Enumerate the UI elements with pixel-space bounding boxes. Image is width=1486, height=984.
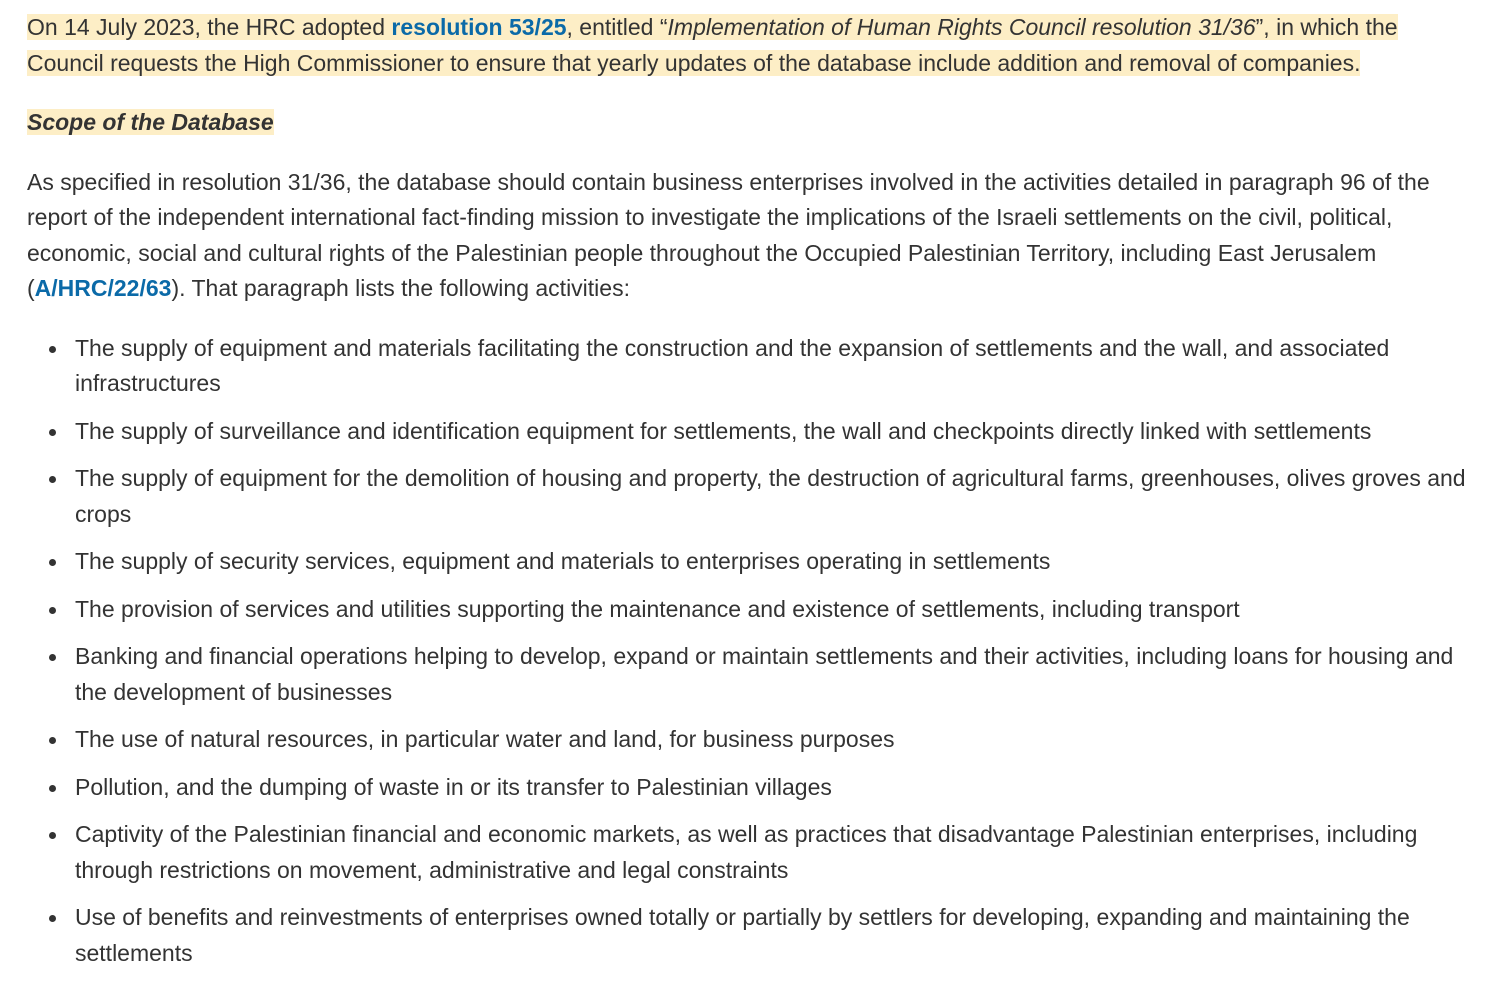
intro-mid: , entitled “ (566, 14, 668, 40)
activity-item (75, 331, 1475, 402)
activity-item (75, 770, 1475, 806)
bullet-icon (49, 737, 56, 744)
activity-text: Banking and financial operations helping to develop, expand or maintain settlements and their activities, including loans for housing and the development of businesses (75, 643, 1454, 705)
bullet-icon (49, 429, 56, 436)
intro-resolution-title: Implementation of Human Rights Council resolution 31/36 (667, 14, 1256, 40)
activity-item (75, 414, 1475, 450)
activity-text: The supply of equipment and materials facilitating the construction and the expansion of settlements and the wall, and associated infrastructures (75, 334, 1390, 396)
activity-text: The supply of surveillance and identification equipment for settlements, the wall and checkpoints directly linked with settlements (75, 417, 1372, 444)
activity-text: Use of benefits and reinvestments of enterprises owned totally or partially by settlers for developing, expanding and maintaining the settlements (75, 904, 1410, 966)
spec-paragraph (27, 165, 1475, 307)
activity-text: Captivity of the Palestinian financial and economic markets, as well as practices that disadvantage Palestinian enterprises, including through restrictions on movement, administrative and legal constraints (75, 821, 1418, 883)
spec-prefix: As specified in resolution 31/36, the database should contain business enterprises involved in the activities detailed in paragraph 96 of the report of the independent international fact-finding mission to investigate the implications of the Israeli settlements on the civil, political, economic, social and cultural rights of the Palestinian people throughout the Occupied Palestinian Territory, including East Jerusalem ( (27, 168, 1430, 301)
activity-item (75, 639, 1475, 710)
activity-text: The provision of services and utilities supporting the maintenance and existence of settlements, including transport (75, 595, 1240, 622)
bullet-icon (49, 559, 56, 566)
activity-text: The use of natural resources, in particular water and land, for business purposes (75, 726, 895, 752)
activity-text: The supply of security services, equipment and materials to enterprises operating in settlements (75, 548, 1051, 574)
bullet-icon (49, 476, 56, 483)
bullet-icon (49, 785, 56, 792)
activity-item (75, 592, 1475, 628)
intro-suffix: ”, in which the Council requests the High Commissioner to ensure that yearly updates of the database include addition and removal of companies. (27, 14, 1398, 76)
bullet-icon (49, 607, 56, 614)
bullet-icon (49, 654, 56, 661)
activity-item (75, 722, 1475, 758)
activity-text: Pollution, and the dumping of waste in or its transfer to Palestinian villages (75, 773, 832, 800)
activity-text: The supply of equipment for the demolition of housing and property, the destruction of agricultural farms, greenhouses, olives groves and crops (75, 465, 1466, 527)
a-hrc-22-63-link[interactable]: A/HRC/22/63 (34, 275, 172, 301)
intro-prefix: On 14 July 2023, the HRC adopted (27, 14, 392, 40)
bullet-icon (49, 346, 56, 353)
resolution-53-25-link[interactable]: resolution 53/25 (391, 14, 567, 40)
activities-list (27, 331, 1475, 972)
bullet-icon (49, 915, 56, 922)
activity-item (75, 817, 1475, 888)
activity-item (75, 544, 1475, 580)
spec-suffix: ). That paragraph lists the following activities: (171, 275, 630, 301)
activity-item (75, 461, 1475, 532)
scope-heading: Scope of the Database (27, 109, 274, 135)
bullet-icon (49, 832, 56, 839)
article-content (27, 10, 1475, 983)
intro-highlight (27, 14, 1398, 76)
intro-paragraph (27, 10, 1475, 81)
scope-heading-paragraph (27, 105, 1475, 141)
activity-item (75, 900, 1475, 971)
